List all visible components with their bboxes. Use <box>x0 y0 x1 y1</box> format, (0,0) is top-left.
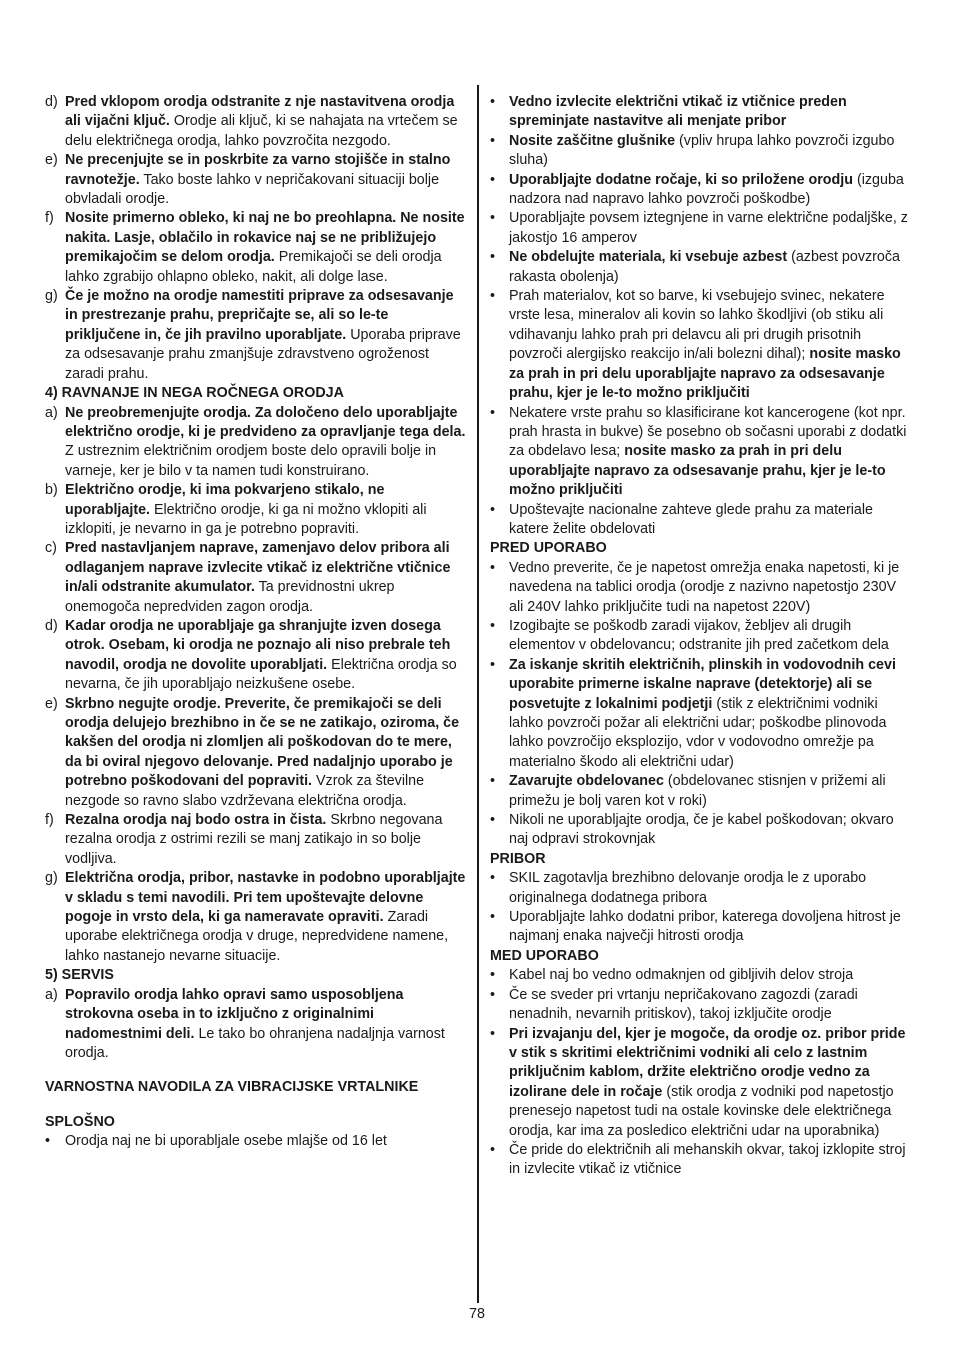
item-emphasis: Nosite primerno obleko, ki naj ne bo preohlapna. Ne nosite nakita. Lasje, oblačilo in rokavice naj se ne približujejo premikajočim se delom orodja. <box>65 210 465 266</box>
list-item <box>45 404 467 482</box>
item-marker: • <box>490 404 496 421</box>
item-marker: • <box>490 132 496 149</box>
item-emphasis: Za iskanje skritih električnih, plinskih in vodovodnih cevi uporabite primerne iskalne naprave (detektorje) ali se posvetujte z lokalnimi podjetji <box>509 656 896 712</box>
bullet-item <box>490 1025 914 1141</box>
item-marker: • <box>490 909 496 926</box>
item-marker: a) <box>45 404 58 421</box>
left-column <box>45 93 467 1152</box>
item-emphasis: nosite masko za prah in pri delu uporabljajte napravo za odsesavanje prahu, kjer je le-to možno priključiti <box>509 346 901 402</box>
item-marker: • <box>490 210 496 227</box>
item-marker: • <box>490 656 496 673</box>
bullet-item <box>490 559 914 617</box>
item-marker: • <box>490 870 496 887</box>
item-text: (vpliv hrupa lahko povzroči izgubo sluha) <box>509 132 895 169</box>
column-divider <box>477 85 479 1303</box>
list-item <box>45 986 467 1064</box>
list-item <box>45 93 467 151</box>
item-text: Vzrok za številne nezgode so ravno slabo vzdrževana električna orodja. <box>65 773 425 809</box>
section-heading: 5) SERVIS <box>45 967 114 984</box>
item-text: Uporabljajte lahko dodatni pribor, katerega dovoljena hitrost je najmanj enaka največji hitrosti orodja <box>509 909 901 945</box>
item-marker: f) <box>45 210 54 227</box>
section-heading: SPLOŠNO <box>45 1113 115 1130</box>
bullet-item <box>490 248 914 287</box>
item-emphasis: nosite masko za prah in pri delu uporabljajte napravo za odsesavanje prahu, kjer je le-to možno priključiti <box>509 443 886 499</box>
item-marker: • <box>490 1025 496 1042</box>
item-emphasis: Popravilo orodja lahko opravi samo usposobljena strokovna oseba in to izključno z originalnimi nadomestnimi deli. <box>65 986 404 1042</box>
item-emphasis: Pri izvajanju del, kjer je mogoče, da orodje oz. pribor pride v stik s skritimi električnimi vodniki ali celo z lastnim priključnim kablom, držite električno orodje vedno za izolirane dele in ročaje <box>509 1025 906 1100</box>
list-item <box>45 811 467 869</box>
list-item <box>45 287 467 384</box>
item-marker: • <box>490 773 496 790</box>
item-marker: • <box>490 501 496 518</box>
item-emphasis: Nosite zaščitne glušnike <box>509 132 676 149</box>
list-item <box>45 209 467 287</box>
item-emphasis: Zavarujte obdelovanec <box>509 773 664 790</box>
item-marker: d) <box>45 617 58 634</box>
item-text: Nekatere vrste prahu so klasificirane kot kancerogene (kot npr. prah hrasta in bukve) še posebno ob sočasni uporabi z dodatki za obdelavo lesa; <box>509 404 907 460</box>
bullet-item <box>490 93 914 132</box>
item-text: (izguba nadzora nad napravo lahko povzroči poškodbe) <box>509 171 904 208</box>
item-marker: b) <box>45 482 58 499</box>
item-emphasis: Ne precenjujte se in poskrbite za varno stojišče in stalno ravnotežje. <box>65 152 451 188</box>
item-text: Z ustreznim električnim orodjem boste delo opravili bolje in varneje, ker je bilo v ta namen tudi konstruirano. <box>65 443 437 479</box>
list-item <box>45 151 467 209</box>
bullet-item <box>490 869 914 908</box>
bullet-item <box>490 1141 914 1180</box>
item-text: Električna orodja so nevarna, če jih uporabljajo neizkušene osebe. <box>65 656 457 693</box>
section-heading: PRED UPORABO <box>490 540 607 557</box>
item-emphasis: Če je možno na orodje namestiti priprave za odsesavanje in prestrezanje prahu, prepričajte se, ali so le-te priključene in, če jih pravilno uporabljate. <box>65 288 454 343</box>
item-emphasis: Pred nastavljanjem naprave, zamenjavo delov pribora ali odlaganjem naprave izvlecite vtikač iz električne vtičnice in/ali odstranite akumulator. <box>65 540 451 596</box>
item-marker: a) <box>45 986 58 1003</box>
item-marker: • <box>490 986 496 1003</box>
list-item <box>45 617 467 695</box>
list-item <box>45 481 467 539</box>
item-marker: • <box>490 171 496 188</box>
item-text: Uporaba priprave za odsesavanje prahu zmanjšuje zdravstveno ogroženost zaradi prahu. <box>65 326 461 382</box>
item-emphasis: Rezalna orodja naj bodo ostra in čista. <box>65 812 327 829</box>
bullet-item <box>490 811 914 850</box>
item-marker: • <box>490 249 496 266</box>
item-text: (obdelovanec stisnjen v prižemi ali primežu je bolj varen kot v roki) <box>509 773 886 809</box>
item-emphasis: Pred vklopom orodja odstranite z nje nastavitvena orodja ali vijačni ključ. <box>65 94 455 130</box>
item-marker: g) <box>45 288 58 305</box>
item-marker: e) <box>45 152 58 169</box>
bullet-item <box>45 1132 467 1151</box>
item-text: Uporabljajte povsem iztegnjene in varne električne podaljške, z jakostjo 16 amperov <box>509 210 908 246</box>
item-text: Skrbno negovana rezalna orodja z ostrimi rezili se manj zatikajo in so bolje vodljiva. <box>65 812 443 867</box>
item-text: Ta previdnostni ukrep onemogoča nepredviden zagon orodja. <box>65 579 395 615</box>
section-heading: PRIBOR <box>490 850 546 867</box>
item-text: (stik z električnimi vodniki lahko povzroči požar ali električni udar; poškodbe plinovoda lahko povzročijo eksplozijo, vdor v vodovodno omrežje pa materialno škodo ali električni udar) <box>509 695 887 770</box>
item-emphasis: Kadar orodja ne uporabljaje ga shranjujte izven dosega otrok. Osebam, ki orodja ne poznajo ali niso prebrale teh navodil, orodja ne dovolite uporabljati. <box>65 617 451 673</box>
bullet-item <box>490 966 914 985</box>
item-text: Prah materialov, kot so barve, ki vsebujejo svinec, nekatere vrste lesa, mineralov ali kovin so lahko škodljivi (ob stiku ali vdihavanju lahko prah pri delavcu ali pri drugih prisotnih povzroči alergijsko reakcijo in/ali bolezni dihal); <box>509 288 885 363</box>
right-column <box>490 93 914 1180</box>
item-emphasis: Skrbno negujte orodje. Preverite, če premikajoči se deli orodja delujejo brezhibno in če se ne zatikajo, oziroma, če kakšen del orodja ni zlomljen ali poškodovan do te mere, da bi oviral njegovo delovanje. Pred nadaljnjo uporabo je potrebno poškodovani del popraviti. <box>65 695 460 790</box>
item-text: Kabel naj bo vedno odmaknjen od gibljivih delov stroja <box>509 967 854 984</box>
section-heading: VARNOSTNA NAVODILA ZA VIBRACIJSKE VRTALNIKE <box>45 1079 419 1096</box>
item-emphasis: Električna orodja, pribor, nastavke in podobno uporabljajte v skladu s temi navodili. Pri tem upoštevajte delovne pogoje in vrsto dela, ki ga nameravate opraviti. <box>65 870 466 926</box>
item-text: Električno orodje, ki ga ni možno vklopiti ali izklopiti, je nevarno in ga je potrebno popraviti. <box>65 501 427 537</box>
bullet-item <box>490 132 914 171</box>
item-text: Izogibajte se poškodb zaradi vijakov, žebljev ali drugih elementov v obdelovancu; odstranite jih pred začetkom dela <box>509 617 889 654</box>
item-marker: d) <box>45 94 58 110</box>
item-marker: • <box>490 617 496 634</box>
item-text: Vedno preverite, če je napetost omrežja enaka napetosti, ki je navedena na tablici orodja (orodje z nazivno napetostjo 230V ali 240V lahko priključite tudi na napetost 220V) <box>509 559 900 615</box>
item-text: Orodja naj ne bi uporabljale osebe mlajše od 16 let <box>65 1133 387 1150</box>
bullet-item <box>490 617 914 656</box>
item-marker: f) <box>45 812 54 829</box>
item-marker: • <box>490 812 496 829</box>
item-emphasis: Ne preobremenjujte orodja. Za določeno delo uporabljajte električno orodje, ki je predvideno za opravljanje tega dela. <box>65 404 466 440</box>
item-marker: • <box>490 1141 496 1158</box>
item-text: (stik orodja z vodniki pod napetostjo prenesejo napetost tudi na ostale kovinske dele električnega orodja, kar ima za posledico električni udar na uporabnika) <box>509 1083 894 1139</box>
bullet-item <box>490 986 914 1025</box>
item-marker: • <box>490 967 496 984</box>
item-emphasis: Uporabljajte dodatne ročaje, ki so priložene orodju <box>509 171 853 188</box>
item-text: Tako boste lahko v nepričakovani situaciji bolje obvladali orodje. <box>65 171 440 208</box>
item-marker: • <box>490 559 496 576</box>
item-text: Če pride do električnih ali mehanskih okvar, takoj izklopite stroj in izvlecite vtikač iz vtičnice <box>509 1141 906 1178</box>
bullet-item <box>490 656 914 772</box>
page-number: 78 <box>469 1306 485 1322</box>
item-text: Če se sveder pri vrtanju nepričakovano zagozdi (zaradi nenadnih, nevarnih pritiskov), takoj izključite orodje <box>509 986 858 1023</box>
item-marker: e) <box>45 695 58 712</box>
section-heading: 4) RAVNANJE IN NEGA ROČNEGA ORODJA <box>45 385 344 402</box>
item-marker: • <box>490 94 496 110</box>
list-item <box>45 695 467 811</box>
item-emphasis: Električno orodje, ki ima pokvarjeno stikalo, ne uporabljajte. <box>65 482 385 518</box>
section-heading: MED UPORABO <box>490 947 599 964</box>
item-marker: c) <box>45 540 57 557</box>
list-item <box>45 869 467 966</box>
bullet-item <box>490 404 914 501</box>
item-text: Le tako bo ohranjena nadaljnja varnost orodja. <box>65 1025 445 1061</box>
item-text: Zaradi uporabe električnega orodja v druge, nepredvidene namene, lahko nastanejo nevarne situacije. <box>65 909 449 964</box>
item-marker: • <box>45 1133 51 1150</box>
item-text: (azbest povzroča rakasta obolenja) <box>509 249 900 285</box>
item-text: Upoštevajte nacionalne zahteve glede prahu za materiale katere želite obdelovati <box>509 501 874 537</box>
bullet-item <box>490 501 914 540</box>
bullet-item <box>490 908 914 947</box>
list-item <box>45 539 467 617</box>
item-text: Nikoli ne uporabljajte orodja, če je kabel poškodovan; okvaro naj odpravi strokovnjak <box>509 812 894 848</box>
bullet-item <box>490 287 914 403</box>
bullet-item <box>490 209 914 248</box>
bullet-item <box>490 171 914 210</box>
item-marker: • <box>490 288 496 305</box>
item-emphasis: Vedno izvlecite električni vtikač iz vtičnice preden spreminjate nastavitve ali menjate pribor <box>509 94 847 130</box>
item-emphasis: Ne obdelujte materiala, ki vsebuje azbest <box>509 249 788 266</box>
item-marker: g) <box>45 870 58 887</box>
item-text: SKIL zagotavlja brezhibno delovanje orodja le z uporabo originalnega dodatnega pribora <box>509 870 867 906</box>
item-text: Premikajoči se deli orodja lahko zgrabijo ohlapno obleko, nakit, ali dolge lase. <box>65 249 442 285</box>
item-text: Orodje ali ključ, ki se nahajata na vrtečem se delu električnega orodja, lahko povzročita nezgodo. <box>65 113 458 149</box>
bullet-item <box>490 772 914 811</box>
